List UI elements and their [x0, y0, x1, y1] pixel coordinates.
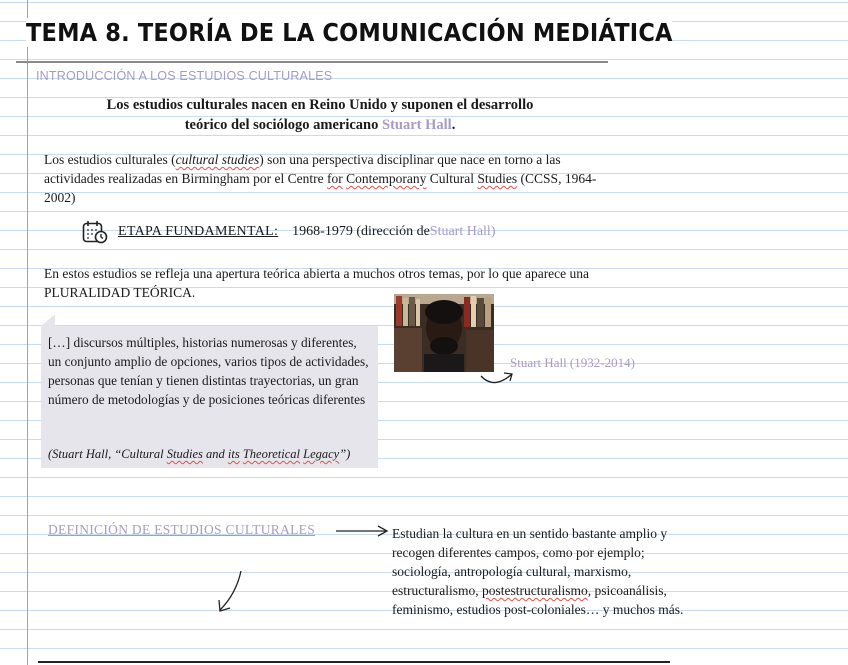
text-run: (CCSS, 1964-2002) — [44, 171, 597, 205]
text-run: Cultural — [426, 171, 478, 186]
text-run: Studies — [477, 171, 518, 186]
text-run: , psicoanálisis, feminismo, estudios post-coloniales… y muchos más. — [392, 583, 684, 617]
text-run: and — [202, 447, 228, 461]
portrait-image — [394, 294, 494, 372]
text-run: Estudian la cultura en un sentido bastante amplio y recogen diferentes campos, como por ejemplo; sociología, antropología cultural, marxismo, estructuralismo, — [392, 526, 668, 598]
text-run: postestructuralismo — [481, 583, 588, 598]
definition-text — [392, 524, 692, 619]
quote-notch — [41, 314, 55, 326]
text-run: (Stuart Hall, “Cultural — [48, 447, 167, 461]
portrait-photo — [394, 294, 494, 372]
down-left-arrow-icon — [214, 568, 248, 616]
text-run: Theoretical — [242, 447, 300, 461]
curved-arrow-icon — [478, 366, 518, 388]
section-heading: INTRODUCCIÓN A LOS ESTUDIOS CULTURALES — [36, 69, 333, 83]
quote-citation — [48, 447, 350, 462]
notebook-margin-line — [27, 0, 28, 665]
lead-statement — [60, 95, 580, 135]
text-run: Legacy — [303, 447, 340, 461]
stage-close: ) — [490, 224, 496, 239]
text-run: Studies — [166, 447, 203, 461]
definition-heading: DEFINICIÓN DE ESTUDIOS CULTURALES — [48, 522, 316, 537]
stage-years: 1968-1979 (dirección de — [292, 224, 430, 239]
quote-text: […] discursos múltiples, historias numerosas y diferentes, un conjunto amplio de opciones, varios tipos de actividades, personas que tenían y tienen distintas trayectorias, un gran número de metodologías y de posiciones teóricas diferentes — [48, 335, 369, 407]
page-title: TEMA 8. TEORÍA DE LA COMUNICACIÓN MEDIÁTICA — [26, 18, 673, 47]
text-run: ) son una perspectiva disciplinar que nace en torno a las actividades realizadas en Birmingham por el Centre — [44, 152, 561, 186]
stage-label: ETAPA FUNDAMENTAL: — [118, 224, 279, 239]
text-run: its — [227, 447, 240, 461]
bottom-rule — [38, 661, 670, 663]
plurality-paragraph: En estos estudios se refleja una apertura teórica abierta a muchos otros temas, por lo que aparece una PLURALIDAD TEÓRICA. — [44, 266, 590, 300]
stage-director: Stuart Hall — [429, 224, 491, 239]
text-run: ”) — [339, 447, 351, 461]
intro-paragraph — [44, 150, 624, 207]
photo-caption: Stuart Hall (1932-2014) — [510, 355, 635, 370]
lead-line-2-end: . — [451, 117, 456, 133]
text-run: Los estudios culturales ( — [44, 152, 176, 167]
title-underline — [16, 61, 608, 63]
text-run-italic: cultural studies — [175, 152, 260, 167]
lead-line-2: teórico del sociólogo americano — [184, 117, 382, 133]
text-run: Contemporany — [346, 171, 427, 186]
lead-line-1: Los estudios culturales nacen en Reino Unido y suponen el desarrollo — [106, 97, 534, 113]
lead-name: Stuart Hall — [382, 117, 452, 133]
text-run: for — [327, 171, 343, 186]
stage-row — [82, 220, 496, 244]
right-arrow-icon — [334, 524, 390, 538]
calendar-clock-icon — [82, 220, 108, 244]
